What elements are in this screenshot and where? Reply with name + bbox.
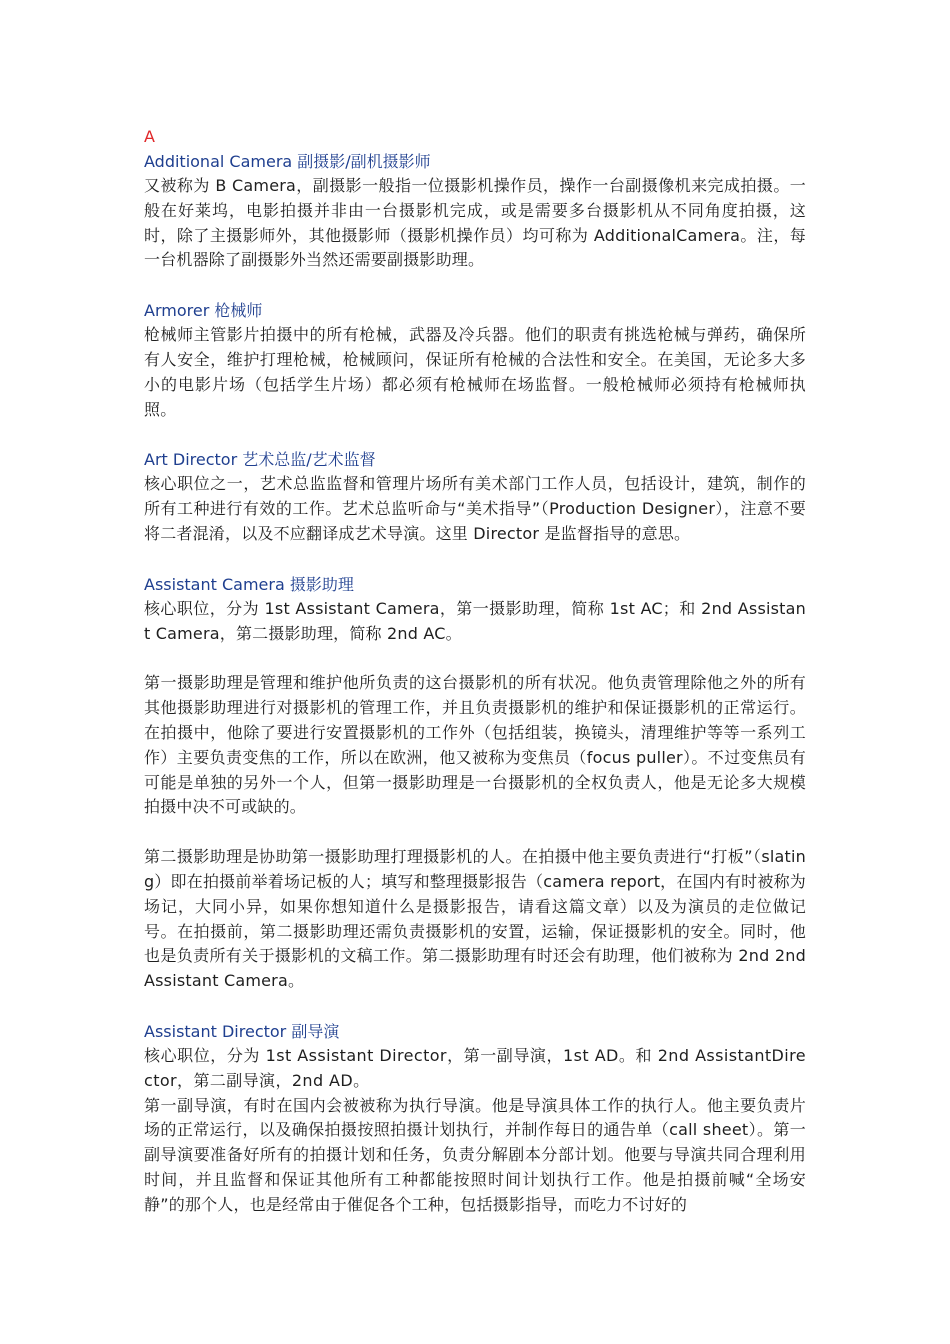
entry-body-second-ac: 第二摄影助理是协助第一摄影助理打理摄影机的人。在拍摄中他主要负责进行“打板”（slating）即在拍摄前举着场记板的人；填写和整理摄影报告（camera report，在国内有时被称为场记，大同小异，如果你想知道什么是摄影报告，请看这篇文章）以及为演员的走位做记号。在拍摄前，第二摄影助理还需负责摄影机的安置，运输，保证摄影机的安全。同时，他也是负责所有关于摄影机的文稿工作。第二摄影助理有时还会有助理，他们被称为 2nd 2ndAssistant Camera。	[144, 847, 806, 991]
entry-body-assistant-camera-intro: 核心职位，分为 1st Assistant Camera，第一摄影助理，简称 1st AC；和 2nd Assistant Camera，第二摄影助理，简称 2nd AC。	[144, 598, 806, 643]
entry-title-assistant-camera: Assistant Camera 摄影助理	[144, 574, 354, 594]
paragraph-gap	[144, 646, 806, 671]
paragraph-gap	[144, 820, 806, 845]
paragraph-gap	[144, 422, 806, 447]
entry-body-first-ad: 第一副导演，有时在国内会被被称为执行导演。他是导演具体工作的执行人。他主要负责片场的正常运行，以及确保拍摄按照拍摄计划执行，并制作每日的通告单（call sheet）。第一副导演要准备好所有的拍摄计划和任务，负责分解剧本分部计划。他要与导演共同合理利用时间，并且监督和保证其他所有工种都能按照时间计划执行工作。他是拍摄前喊“全场安静”的那个人，也是经常由于催促各个工种，包括摄影指导，而吃力不讨好的	[144, 1095, 806, 1214]
entry-title-art-director: Art Director 艺术总监/艺术监督	[144, 450, 376, 470]
entry-body-armorer: 枪械师主管影片拍摄中的所有枪械，武器及冷兵器。他们的职责有挑选枪械与弹药，确保所有人安全，维护打理枪械，枪械顾问，保证所有枪械的合法性和安全。在美国，无论多大多小的电影片场（包括学生片场）都必须有枪械师在场监督。一般枪械师必须持有枪械师执照。	[144, 325, 806, 419]
paragraph-gap	[144, 994, 806, 1019]
entry-title-assistant-director: Assistant Director 副导演	[144, 1021, 340, 1041]
entry-title-additional-camera: Additional Camera 副摄影/副机摄影师	[144, 152, 431, 171]
paragraph-gap	[144, 273, 806, 298]
document-page	[144, 124, 806, 1218]
entry-body-assistant-director-intro: 核心职位，分为 1st Assistant Director，第一副导演，1st AD。和 2nd AssistantDirector，第二副导演，2nd AD。	[144, 1045, 806, 1090]
paragraph-gap	[144, 547, 806, 572]
entry-title-armorer: Armorer 枪械师	[144, 301, 263, 321]
entry-body-art-director: 核心职位之一，艺术总监监督和管理片场所有美术部门工作人员，包括设计，建筑，制作的所有工种进行有效的工作。艺术总监听命与“美术指导”（Production Designer），注意不要将二者混淆，以及不应翻译成艺术导演。这里 Director 是监督指导的意思。	[144, 474, 806, 543]
entry-body-first-ac: 第一摄影助理是管理和维护他所负责的这台摄影机的所有状况。他负责管理除他之外的所有其他摄影助理进行对摄影机的管理工作，并且负责摄影机的维护和保证摄影机的正常运行。在拍摄中，他除了要进行安置摄影机的工作外（包括组装，换镜头，清理维护等等一系列工作）主要负责变焦的工作，所以在欧洲，他又被称为变焦员（focus puller）。不过变焦员有可能是单独的另外一个人，但第一摄影助理是一台摄影机的全权负责人，他是无论多大规模拍摄中决不可或缺的。	[144, 673, 806, 817]
entry-body-additional-camera: 又被称为 B Camera，副摄影一般指一位摄影机操作员，操作一台副摄像机来完成拍摄。一般在好莱坞，电影拍摄并非由一台摄影机完成，或是需要多台摄影机从不同角度拍摄，这时，除了主摄影师外，其他摄影师（摄影机操作员）均可称为 AdditionalCamera。注，每一台机器除了副摄影外当然还需要副摄影助理。	[144, 176, 806, 270]
section-letter: A	[144, 127, 155, 146]
